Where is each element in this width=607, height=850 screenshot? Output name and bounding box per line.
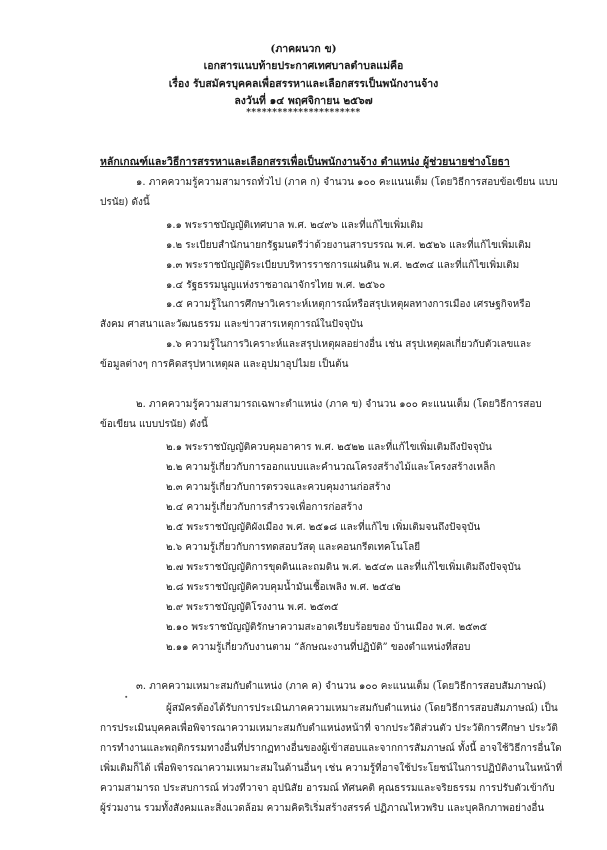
section1-item: ๑.๒ ระเบียบสำนักนายกรัฐมนตรีว่าด้วยงานสารบรรณ พ.ศ. ๒๕๒๖ และที่แก้ไขเพิ่มเติม [166, 240, 532, 251]
section3-paragraph-line: การประเมินบุคคลเพื่อพิจารณาความเหมาะสมกับตำแหน่งหน้าที่ จากประวัติส่วนตัว ประวัติการศึกษา ประวัติ [100, 723, 558, 734]
section2-item: ๒.๗ พระราชบัญญัติการขุดดินและถมดิน พ.ศ. ๒๕๔๓ และที่แก้ไขเพิ่มเติมถึงปัจจุบัน [166, 562, 521, 573]
section2-item: ๒.๑๐ พระราชบัญญัติรักษาความสะอาดเรียบร้อยของ บ้านเมือง พ.ศ. ๒๕๓๕ [166, 622, 488, 633]
section2-item: ๒.๒ ความรู้เกี่ยวกับการออกแบบและคำนวณโครงสร้างไม้และโครงสร้างเหล็ก [166, 462, 496, 473]
annex-label: (ภาคผนวก ข) [270, 43, 337, 55]
section2-item: ๒.๑ พระราชบัญญัติควบคุมอาคาร พ.ศ. ๒๕๒๒ และที่แก้ไขเพิ่มเติมถึงปัจจุบัน [166, 442, 492, 453]
section1-item-cont: ข้อมูลต่างๆ การคิดสรุปหาเหตุผล และอุปมาอุปไมย เป็นต้น [100, 359, 349, 370]
section2-item: ๒.๕ พระราชบัญญัติผังเมือง พ.ศ. ๒๕๑๘ และที่แก้ไข เพิ่มเติมจนถึงปัจจุบัน [166, 522, 481, 533]
section3-paragraph-line: การทำงานและพฤติกรรมทางอื่นที่ปรากฏทางอื่นของผู้เข้าสอบและจากการสัมภาษณ์ ทั้งนี้ อาจใช้วิธีการอื่นใด [100, 743, 562, 754]
date-line: ลงวันที่ ๑๔ พฤศจิกายน ๒๕๖๗ [234, 95, 373, 107]
section1-item: ๑.๑ พระราชบัญญัติเทศบาล พ.ศ. ๒๔๙๖ และที่แก้ไขเพิ่มเติม [166, 220, 424, 231]
section1-item: ๑.๓ พระราชบัญญัติระเบียบบริหารราชการแผ่นดิน พ.ศ. ๒๕๓๔ และที่แก้ไขเพิ่มเติม [166, 260, 520, 271]
section3-paragraph-line: ผู้สมัครต้องได้รับการประเมินภาคความเหมาะสมกับตำแหน่ง (โดยวิธีการสอบสัมภาษณ์) เป็น [166, 703, 558, 714]
section2-item: ๒.๘ พระราชบัญญัติควบคุมน้ำมันเชื้อเพลิง พ.ศ. ๒๕๔๒ [166, 582, 401, 593]
section2-item: ๒.๔ ความรู้เกี่ยวกับการสำรวจเพื่อการก่อสร้าง [166, 502, 363, 513]
section3-paragraph-line: เพิ่มเติมก็ได้ เพื่อพิจารณาความเหมาะสมในด้านอื่นๆ เช่น ความรู้ที่อาจใช้ประโยชน์ในการปฏิบัติงานในหน้าที่ [100, 763, 563, 774]
section2-item: ๒.๖ ความรู้เกี่ยวกับการทดสอบวัสดุ และคอนกรีตเทคโนโลยี [166, 542, 421, 553]
document-heading: เอกสารแนบท้ายประกาศเทศบาลตำบลแม่คือ [203, 60, 404, 72]
section1-intro: ๑. ภาคความรู้ความสามารถทั่วไป (ภาค ก) จำนวน ๑๐๐ คะแนนเต็ม (โดยวิธีการสอบข้อเขียน แบบ [136, 177, 558, 188]
section1-item: ๑.๔ รัฐธรรมนูญแห่งราชอาณาจักรไทย พ.ศ. ๒๕๖๐ [166, 280, 386, 291]
section3-paragraph-line: ความสามารถ ประสบการณ์ ท่วงทีวาจา อุปนิสัย อารมณ์ ทัศนคติ คุณธรรมและจริยธรรม การปรับตัวเข้ากับ [100, 783, 555, 794]
section2-item: ๒.๙ พระราชบัญญัติโรงงาน พ.ศ. ๒๕๓๕ [166, 602, 339, 613]
section1-item-cont: สังคม ศาสนาและวัฒนธรรม และข่าวสารเหตุการณ์ในปัจจุบัน [100, 319, 363, 330]
section2-item: ๒.๓ ความรู้เกี่ยวกับการตรวจและควบคุมงานก่อสร้าง [166, 482, 391, 493]
section3-paragraph-line: ผู้ร่วมงาน รวมทั้งสังคมและสิ่งแวดล้อม ความคิดริเริ่มสร้างสรรค์ ปฏิภาณไหวพริบ และบุคลิกภาพอย่างอื่น [100, 803, 545, 814]
subject-line: เรื่อง รับสมัครบุคคลเพื่อสรรหาและเลือกสรรเป็นพนักงานจ้าง [168, 78, 439, 90]
section2-intro-cont: ข้อเขียน แบบปรนัย) ดังนี้ [100, 419, 208, 430]
section1-item: ๑.๖ ความรู้ในการวิเคราะห์และสรุปเหตุผลอย่างอื่น เช่น สรุปเหตุผลเกี่ยวกับตัวเลขและ [166, 339, 532, 350]
star-divider: ********************** [246, 108, 361, 118]
section1-intro-cont: ปรนัย) ดังนี้ [100, 197, 150, 208]
section2-intro: ๒. ภาคความรู้ความสามารถเฉพาะตำแหน่ง (ภาค ข) จำนวน ๑๐๐ คะแนนเต็ม (โดยวิธีการสอบ [136, 399, 542, 410]
section3-intro: ๓. ภาคความเหมาะสมกับตำแหน่ง (ภาค ค) จำนวน ๑๐๐ คะแนนเต็ม (โดยวิธีการสอบสัมภาษณ์) [136, 681, 547, 692]
section-title: หลักเกณฑ์และวิธีการสรรหาและเลือกสรรเพื่อเป็นพนักงานจ้าง ตำแหน่ง ผู้ช่วยนายช่างโยธา [100, 156, 510, 168]
section2-item: ๒.๑๑ ความรู้เกี่ยวกับงานตาม “ลักษณะงานที่ปฏิบัติ” ของตำแหน่งที่สอบ [166, 642, 471, 653]
section1-item: ๑.๕ ความรู้ในการศึกษาวิเคราะห์เหตุการณ์หรือสรุปเหตุผลทางการเมือง เศรษฐกิจหรือ [166, 299, 531, 310]
